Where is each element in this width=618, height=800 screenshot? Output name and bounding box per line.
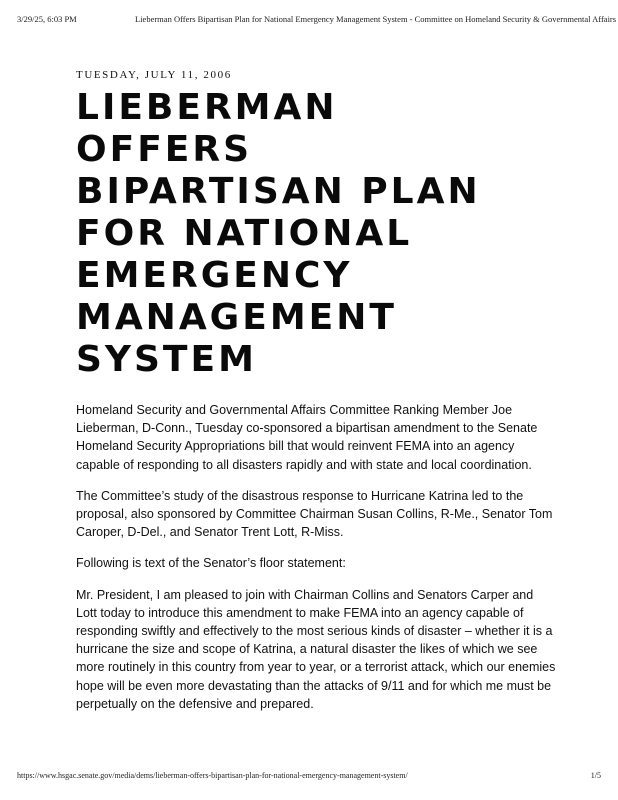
headline-line: EMERGENCY <box>76 255 353 296</box>
body-paragraph: Mr. President, I am pleased to join with Chairman Collins and Senators Carper and Lott today to introduce this amendment to make FEMA into an agency capable of responding swiftly and effectively to the most serious kinds of disaster – whether it is a hurricane the size and scope of Katrina, a natural disaster the likes of which we see more routinely in this country from year to year, or a terrorist attack, which our enemies hope will be even more devastating than the attacks of 9/11 and for which me must be perpetually on the defensive and prepared. <box>76 587 556 711</box>
article-body <box>76 401 556 713</box>
print-page-title: Lieberman Offers Bipartisan Plan for National Emergency Management System - Committee on Homeland Security & Governmental Affairs <box>135 14 617 24</box>
article-dateline: TUESDAY, JULY 11, 2006 <box>76 69 232 81</box>
article <box>76 69 556 726</box>
page-indicator: 1/5 <box>590 771 601 780</box>
headline-line: LIEBERMAN <box>76 87 338 128</box>
body-paragraph: Following is text of the Senator’s floor statement: <box>76 556 346 571</box>
headline-line: OFFERS <box>76 129 253 170</box>
print-url: https://www.hsgac.senate.gov/media/dems/lieberman-offers-bipartisan-plan-for-national-emergency-management-system/ <box>17 771 408 780</box>
body-paragraph: The Committee’s study of the disastrous response to Hurricane Katrina led to the proposal, also sponsored by Committee Chairman Susan Collins, R-Me., Senator Tom Caroper, D-Del., and Senator Trent Lott, R-Miss. <box>76 488 553 540</box>
print-date: 3/29/25, 6:03 PM <box>17 14 77 24</box>
headline-line: SYSTEM <box>76 339 257 380</box>
article-headline <box>76 87 556 381</box>
headline-line: FOR NATIONAL <box>76 213 413 254</box>
print-footer <box>17 771 601 783</box>
body-paragraph: Homeland Security and Governmental Affairs Committee Ranking Member Joe Lieberman, D-Conn., Tuesday co-sponsored a bipartisan amendment to the Senate Homeland Security Appropriations bill that would reinvent FEMA into an agency capable of responding to all disasters rapidly and with state and local coordination. <box>76 403 538 472</box>
headline-line: BIPARTISAN PLAN <box>76 171 481 212</box>
headline-line: MANAGEMENT <box>76 297 397 338</box>
print-header <box>17 14 617 28</box>
